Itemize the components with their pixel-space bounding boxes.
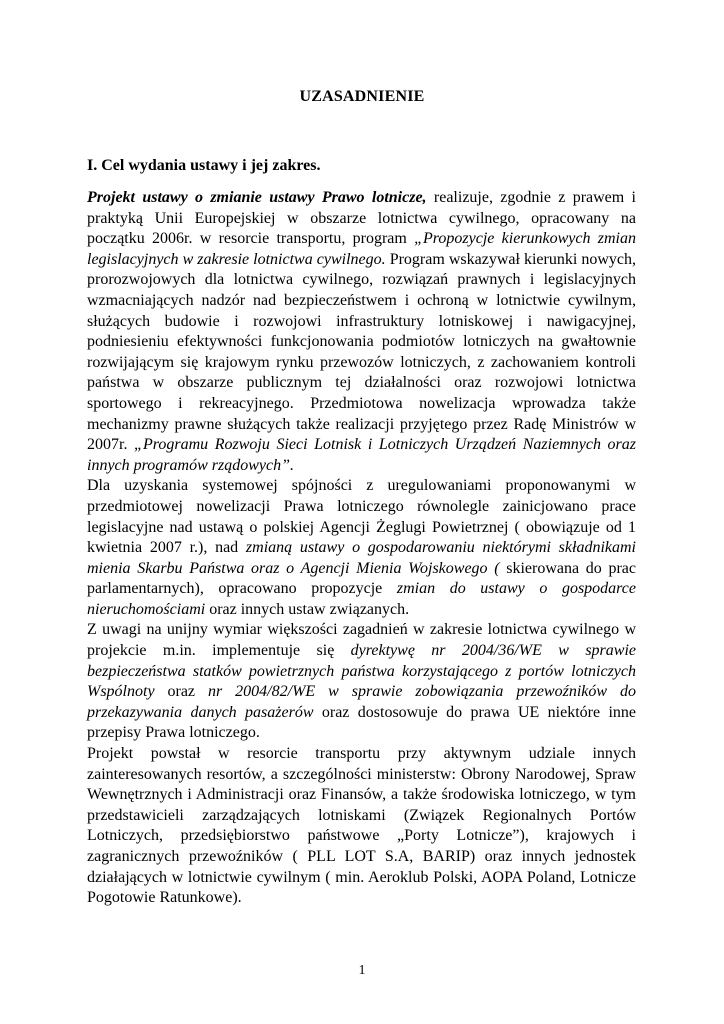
- italic-span: zmian do ustawy o gospodarce nieruchomościami: [87, 580, 637, 618]
- text-span: oraz dostosowuje do prawa UE niektóre inne przepisy Prawa lotniczego.: [87, 703, 636, 742]
- document-body: [87, 188, 636, 909]
- italic-span: zmianą ustawy o gospodarowaniu niektórymi składnikami mienia Skarbu Państwa oraz o Agencji Mienia Wojskowego (: [87, 539, 637, 577]
- paragraph-1: [87, 188, 636, 476]
- section-heading: I. Cel wydania ustawy i jej zakres.: [87, 157, 321, 174]
- italic-span: nr 2004/82/WE w sprawie zobowiązania przewoźników do przekazywania danych pasażerów: [87, 683, 637, 721]
- text-span: skierowana do prac parlamentarnych), opracowano propozycje: [87, 559, 637, 598]
- paragraph-3: [87, 620, 636, 744]
- italic-span: dyrektywę nr 2004/36/WE w sprawie bezpieczeństwa statków powietrznych państwa korzystającego z portów lotniczych Wspólnoty: [87, 642, 636, 701]
- text-span: Program wskazywał kierunki nowych, prorozwojowych dla lotnictwa cywilnego, rozwiązań prawnych i legislacyjnych wzmacniających nadzór nad bezpieczeństwem i ochroną w lotnictwie cywilnym, służących budowie i rozwojowi infrastruktury lotniskowej i nawigacyjnej, podniesieniu efektywności funkcjonowania podmiotów lotniczych na gwałtownie rozwijającym się krajowym rynku przewozów lotniczych, z zachowaniem kontroli państwa w obszarze publicznym tej działalności oraz rozwojowi lotnictwa sportowego i rekreacyjnego. Przedmiotowa nowelizacja wprowadza także mechanizmy prawne służących także realizacji przyjętego przez Radę Ministrów w 2007r.: [87, 250, 636, 454]
- paragraph-4: Projekt powstał w resorcie transportu przy aktywnym udziale innych zainteresowanych resortów, a szczególności ministerstw: Obrony Narodowej, Spraw Wewnętrznych i Administracji oraz Finansów, a także środowiska lotniczego, w tym przedstawicieli zarządzających lotniskami (Związek Regionalnych Portów Lotniczych, przedsiębiorstwo państwowe „Porty Lotnicze”), krajowych i zagranicznych przewoźników ( PLL LOT S.A, BARIP) oraz innych jednostek działających w lotnictwie cywilnym ( min. Aeroklub Polski, AOPA Poland, Lotnicze Pogotowie Ratunkowe).: [87, 745, 636, 907]
- document-title: UZASADNIENIE: [299, 88, 425, 105]
- page-number: 1: [358, 963, 366, 978]
- italic-span: „Programu Rozwoju Sieci Lotnisk i Lotniczych Urządzeń Naziemnych oraz innych programów rządowych”.: [87, 436, 636, 474]
- paragraph-2: [87, 476, 636, 620]
- italic-span: „Propozycje kierunkowych zmian legislacyjnych w zakresie lotnictwa cywilnego.: [87, 230, 636, 268]
- text-span: oraz: [154, 683, 208, 701]
- text-span: Dla uzyskania systemowej spójności z uregulowaniami proponowanymi w przedmiotowej nowelizacji Prawa lotniczego równolegle zainicjowano prace legislacyjne nad ustawą o polskiej Agencji Żeglugi Powietrznej ( obowiązuje od 1 kwietnia 2007 r.), nad: [87, 477, 636, 557]
- text-span: oraz innych ustaw związanych.: [205, 600, 410, 618]
- text-span: Z uwagi na unijny wymiar większości zagadnień w zakresie lotnictwa cywilnego w projekcie m.in. implementuje się: [87, 621, 636, 660]
- bold-italic-span: Projekt ustawy o zmianie ustawy Prawo lotnicze,: [87, 189, 427, 206]
- text-span: realizuje, zgodnie z prawem i praktyką Unii Europejskiej w obszarze lotnictwa cywilnego, opracowany na początku 2006r. w resorcie transportu, program: [87, 189, 637, 248]
